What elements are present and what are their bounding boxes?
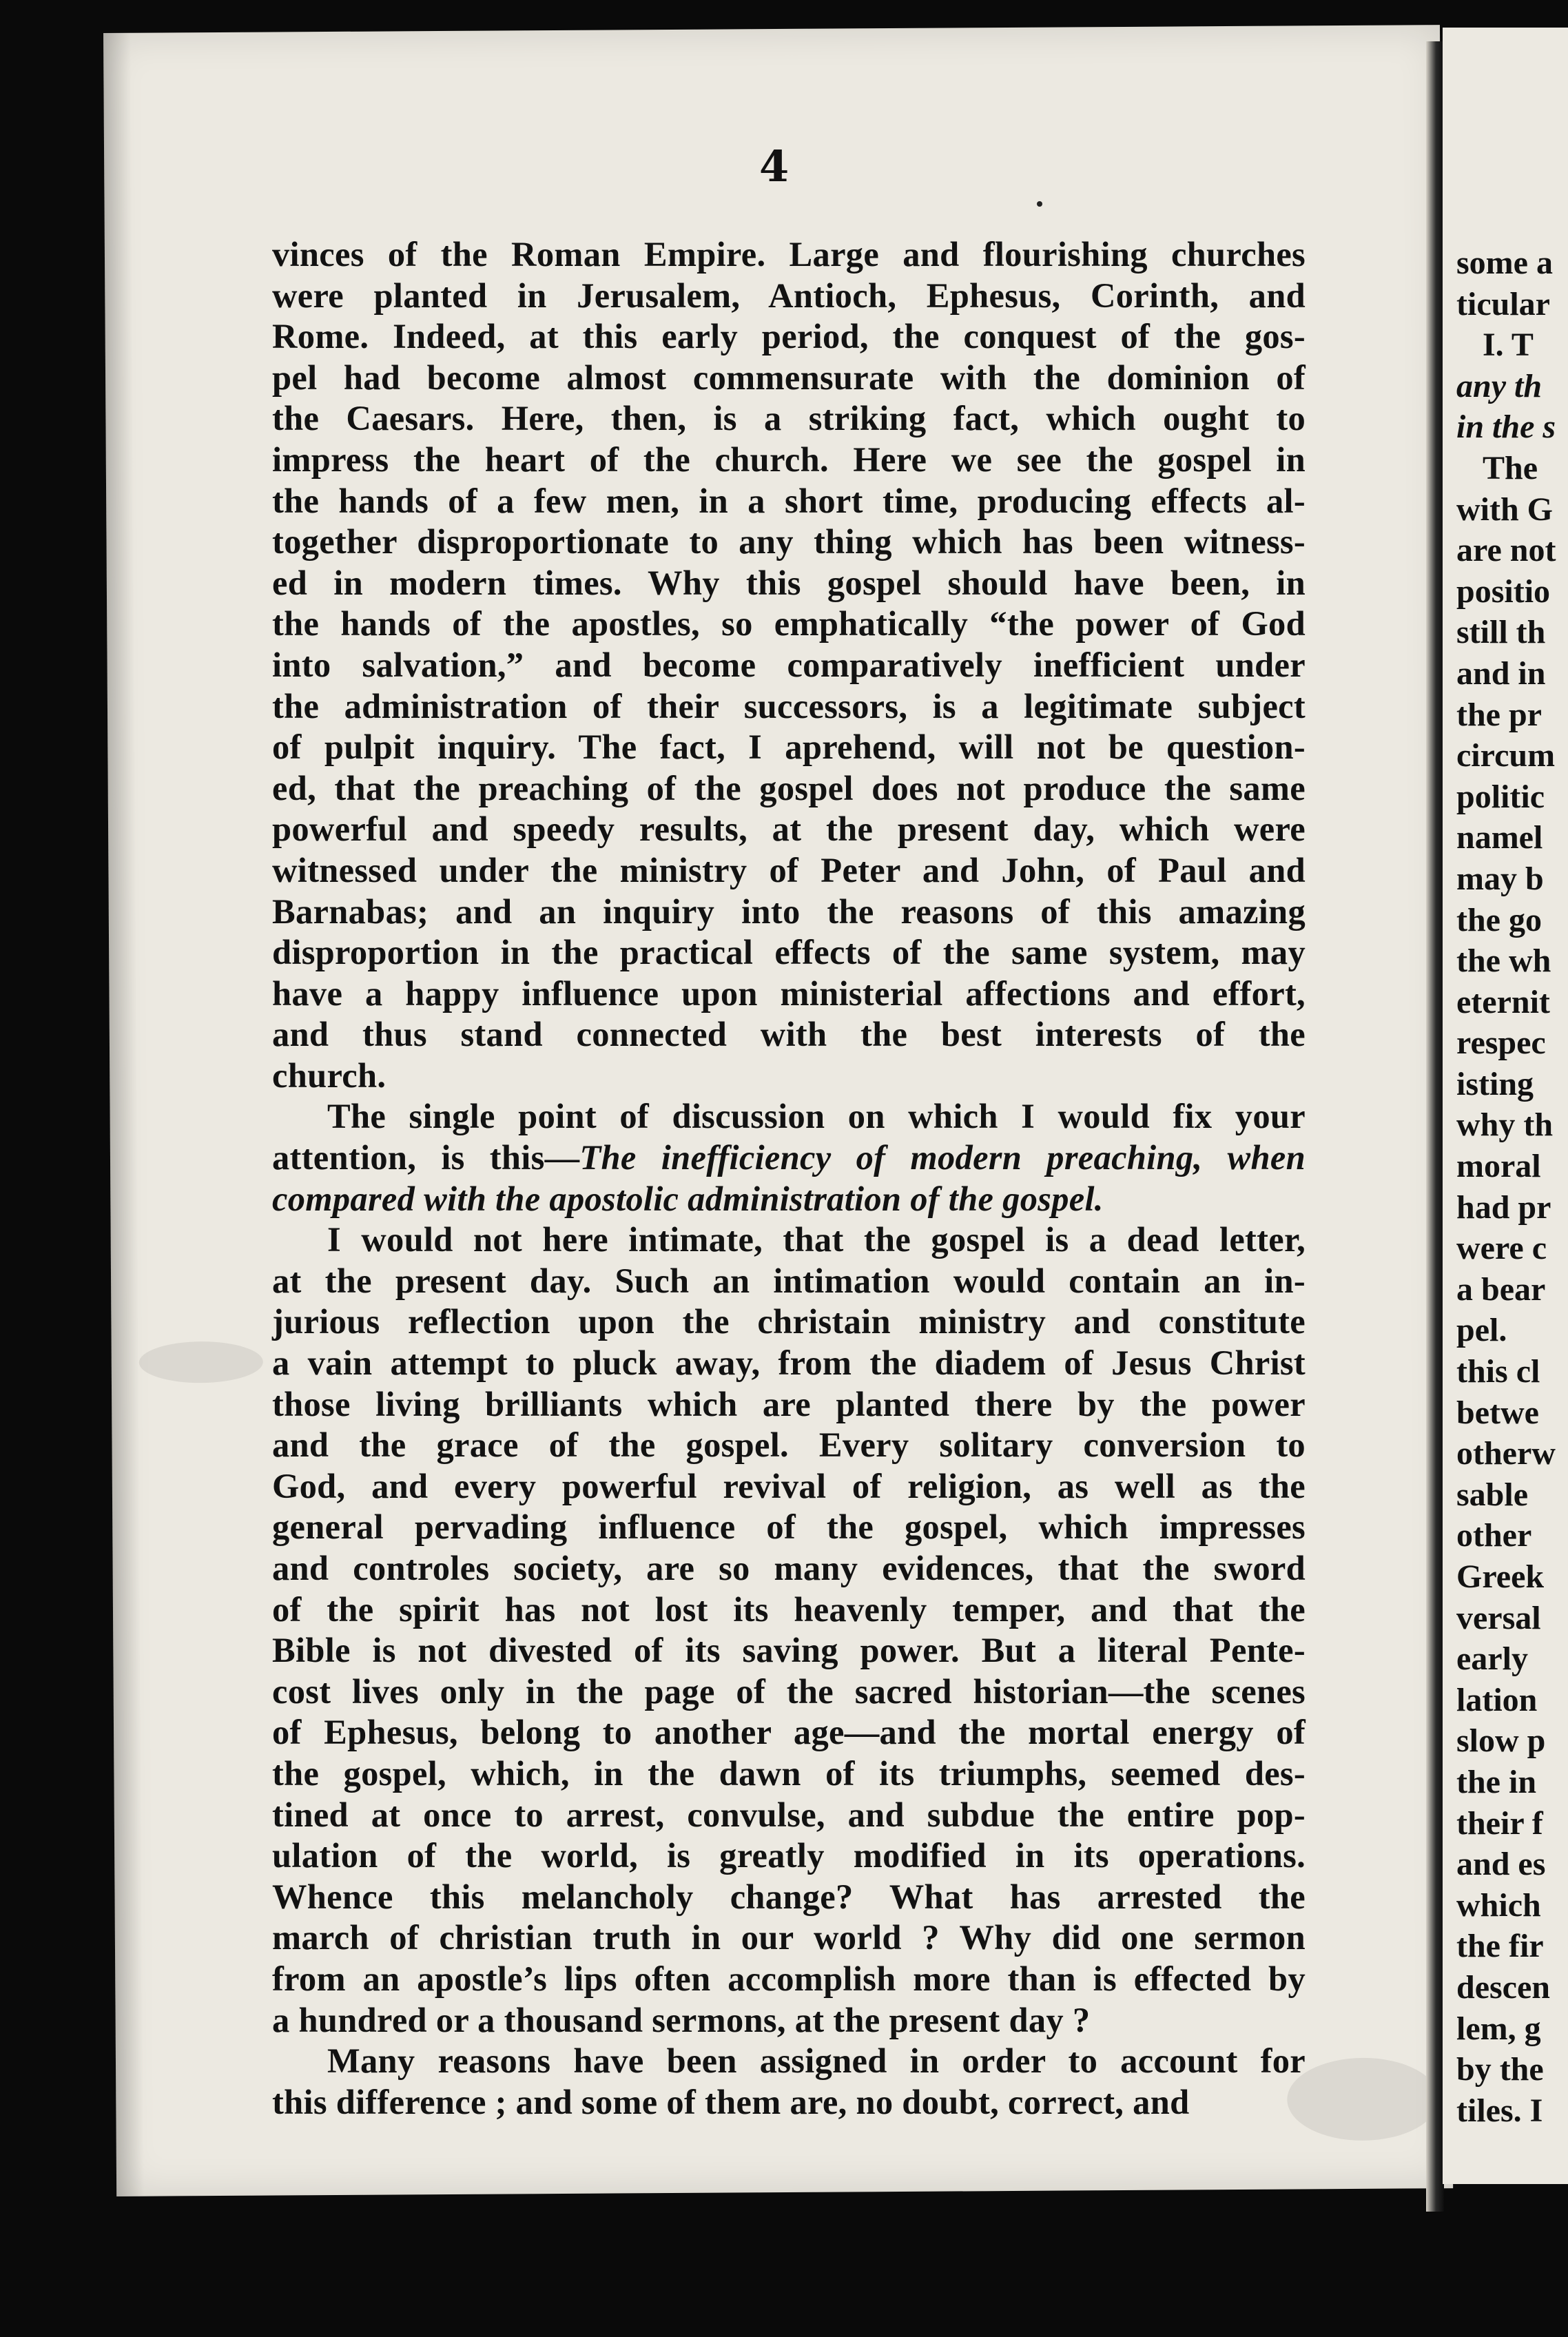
text-line-fragment: their f (1456, 1804, 1543, 1842)
ink-speck (1037, 201, 1042, 207)
text-line-fragment: some a (1456, 245, 1553, 281)
text-line: the Caesars. Here, then, is a striking fact, which ought to (272, 399, 1306, 438)
text-line-fragment: moral (1456, 1148, 1541, 1185)
text-line: The single point of discussion on which I would fix your (327, 1097, 1306, 1136)
text-line-fragment: slow p (1456, 1722, 1546, 1760)
text-line-fragment: politic (1456, 778, 1545, 815)
text-line-fragment: any th (1456, 367, 1543, 404)
text-line-fragment: the in (1456, 1763, 1537, 1800)
text-line: a vain attempt to pluck away, from the diadem of Jesus Christ (272, 1343, 1306, 1383)
right-page (1443, 28, 1568, 2184)
text-line: into salvation,” and become comparatively inefficient under (272, 645, 1306, 684)
text-line-fragment: the pr (1456, 696, 1542, 733)
text-line-fragment: the go (1456, 901, 1542, 938)
text-line-fragment: which (1456, 1886, 1541, 1924)
text-line: cost lives only in the page of the sacred historian—the scenes (272, 1671, 1306, 1711)
text-line-fragment: are not (1456, 532, 1556, 569)
text-line: of the spirit has not lost its heavenly temper, and that the (272, 1589, 1306, 1629)
text-line: ulation of the world, is greatly modified in its operations. (272, 1836, 1306, 1875)
text-line: Bible is not divested of its saving power. But a literal Pente- (272, 1631, 1306, 1670)
text-line-fragment: the wh (1456, 943, 1551, 980)
text-line-fragment: respec (1456, 1025, 1546, 1062)
text-line-fragment: early (1456, 1640, 1528, 1678)
text-line: together disproportionate to any thing which has been witness- (272, 522, 1306, 562)
right-page-text (1456, 243, 1556, 2131)
text-line: were planted in Jerusalem, Antioch, Ephesus, Corinth, and (272, 276, 1306, 315)
text-line: jurious reflection upon the christain ministry and constitute (272, 1302, 1306, 1341)
text-line: from an apostle’s lips often accomplish more than is effected by (272, 1959, 1306, 1998)
italic-text: The inefficiency of modern preaching, when (579, 1138, 1306, 1177)
text-line: of Ephesus, belong to another age—and the mortal energy of (272, 1713, 1306, 1752)
text-line: Many reasons have been assigned in order to account for (327, 2041, 1306, 2081)
text-line: disproportion in the practical effects of the same system, may (272, 933, 1306, 972)
text-line-fragment: with G (1456, 491, 1554, 528)
text-line-fragment: lem, g (1456, 2010, 1541, 2047)
text-line: tined at once to arrest, convulse, and subdue the entire pop- (272, 1795, 1306, 1834)
text-line-fragment: otherw (1456, 1435, 1556, 1472)
text-line-fragment: eternit (1456, 983, 1550, 1020)
text-line: ed, that the preaching of the gospel does not produce the same (272, 768, 1306, 807)
text-line-fragment: versal (1456, 1599, 1541, 1636)
text-line: at the present day. Such an intimation would contain an in- (272, 1261, 1306, 1300)
text-line-fragment: betwe (1456, 1394, 1539, 1431)
text-line-fragment: still th (1456, 614, 1546, 651)
text-line: vinces of the Roman Empire. Large and flourishing churches (272, 235, 1306, 274)
text-line: I would not here intimate, that the gospel is a dead letter, (327, 1220, 1306, 1259)
text-line: the administration of their successors, is a legitimate subject (272, 686, 1306, 725)
plain-text: attention, is this— (272, 1138, 580, 1177)
text-line: the hands of the apostles, so emphatically “the power of God (272, 604, 1306, 644)
text-line-fragment: the fir (1456, 1928, 1544, 1965)
text-line: church. (272, 1056, 386, 1095)
text-line-fragment: had pr (1456, 1188, 1551, 1226)
text-line: Rome. Indeed, at this early period, the conquest of the gos- (272, 317, 1306, 356)
text-line-fragment: tiles. I (1456, 2092, 1543, 2129)
page-number: 4 (759, 141, 790, 192)
text-line-fragment: by the (1456, 2051, 1544, 2088)
text-line: of pulpit inquiry. The fact, I aprehend, will not be question- (272, 728, 1306, 767)
text-line: march of christian truth in our world ? Why did one sermon (272, 1918, 1306, 1957)
text-line: general pervading influence of the gospel, which impresses (272, 1507, 1306, 1547)
text-line-fragment: ticular (1456, 285, 1550, 322)
text-line: ed in modern times. Why this gospel should have been, in (272, 563, 1306, 602)
text-line-fragment: and es (1456, 1846, 1546, 1883)
text-line-fragment: Greek (1456, 1558, 1545, 1595)
text-line-fragment: this cl (1456, 1353, 1540, 1390)
text-line-fragment: why th (1456, 1106, 1554, 1144)
text-line: pel had become almost commensurate with the dominion of (272, 358, 1306, 397)
text-line-fragment: were c (1456, 1230, 1547, 1267)
text-line (272, 1137, 1306, 1179)
text-line-fragment: positio (1456, 573, 1551, 610)
text-line: Whence this melancholy change? What has arrested the (272, 1877, 1306, 1916)
text-line: the hands of a few men, in a short time, producing effects al- (272, 481, 1306, 520)
text-line-fragment: sable (1456, 1476, 1529, 1513)
text-line: a hundred or a thousand sermons, at the present day ? (272, 2000, 1091, 2039)
text-line: witnessed under the ministry of Peter and John, of Paul and (272, 850, 1306, 889)
page-stain (139, 1341, 263, 1383)
text-line-fragment: isting (1456, 1065, 1534, 1102)
text-line-fragment: in the s (1456, 409, 1556, 446)
book-gutter (1426, 41, 1444, 2212)
text-line-fragment: other (1456, 1517, 1532, 1554)
text-line: Barnabas; and an inquiry into the reasons of this amazing (272, 892, 1306, 931)
text-line-fragment: lation (1456, 1681, 1538, 1718)
text-line: God, and every powerful revival of religion, as well as the (272, 1466, 1306, 1505)
text-line: this difference ; and some of them are, no doubt, correct, and (272, 2082, 1190, 2121)
text-line-fragment: namel (1456, 819, 1543, 856)
text-line-fragment: a bear (1456, 1270, 1546, 1308)
text-line: and the grace of the gospel. Every solitary conversion to (272, 1425, 1306, 1465)
text-line-fragment: may b (1456, 860, 1544, 897)
text-line-fragment: descen (1456, 1968, 1550, 2006)
text-line-fragment: circum (1456, 737, 1556, 774)
text-line: the gospel, which, in the dawn of its triumphs, seemed des- (272, 1753, 1306, 1793)
text-line: and thus stand connected with the best interests of the (272, 1015, 1306, 1054)
body-text (272, 234, 1306, 2123)
text-line: have a happy influence upon ministerial affections and effort, (272, 974, 1306, 1013)
text-line-fragment: and in (1456, 655, 1546, 692)
text-line-fragment: pel. (1456, 1312, 1507, 1349)
text-line: and controles society, are so many evidences, that the sword (272, 1549, 1306, 1587)
text-line-fragment: The (1483, 449, 1538, 486)
text-line: impress the heart of the church. Here we see the gospel in (272, 440, 1306, 479)
italic-text: compared with the apostolic administration of the gospel. (272, 1179, 1104, 1218)
text-line: those living brilliants which are planted there by the power (272, 1384, 1306, 1423)
text-line (272, 1179, 1306, 1220)
text-line-fragment: I. T (1483, 327, 1534, 364)
text-line: powerful and speedy results, at the present day, which were (272, 810, 1306, 849)
page-stain (1287, 2057, 1439, 2141)
